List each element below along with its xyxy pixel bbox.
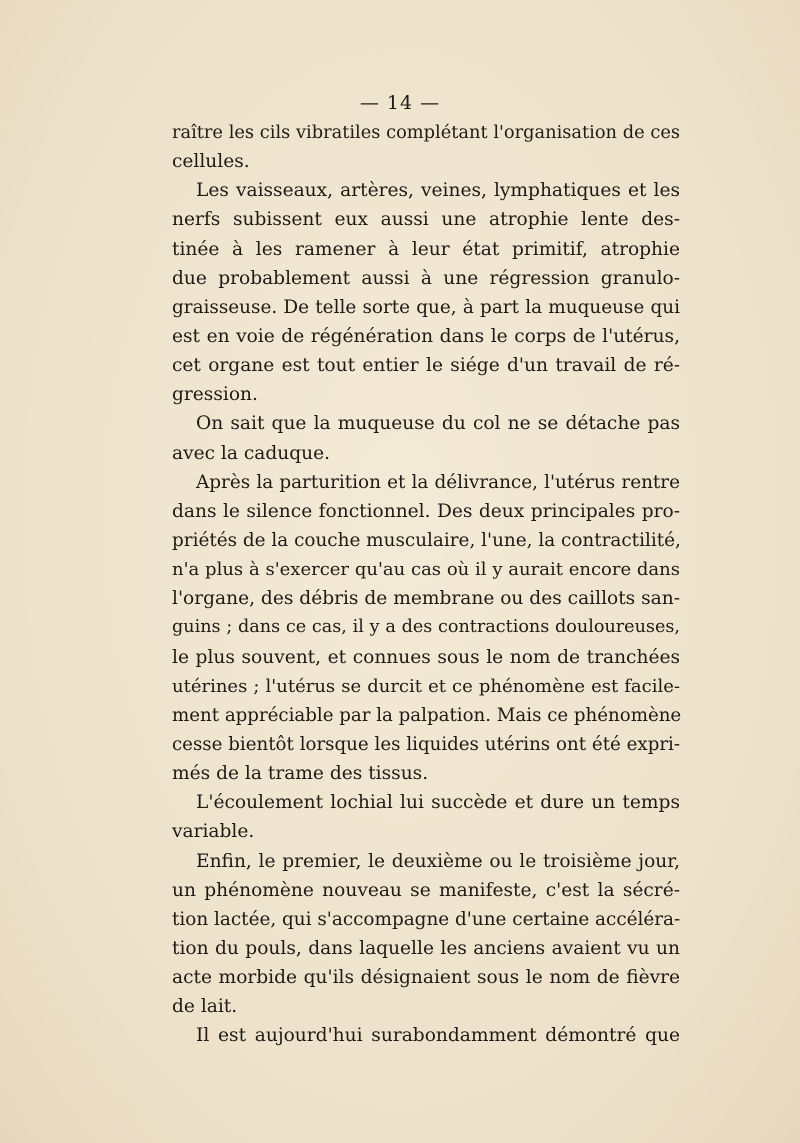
text-line: dans le silence fonctionnel. Des deux principales pro- [172, 500, 680, 522]
text-line: Enfin, le premier, le deuxième ou le troisième jour, [196, 850, 680, 872]
text-line: graisseuse. De telle sorte que, à part la muqueuse qui [172, 296, 680, 318]
text-line: nerfs subissent eux aussi une atrophie lente des- [172, 209, 680, 231]
text-line: un phénomène nouveau se manifeste, c'est la sécré- [172, 879, 680, 901]
text-line: cet organe est tout entier le siége d'un travail de ré- [172, 355, 680, 377]
text-line: avec la caduque. [172, 442, 331, 464]
text-line: de lait. [172, 996, 238, 1018]
text-line: tion du pouls, dans laquelle les anciens avaient vu un [172, 937, 680, 959]
text-line: Il est aujourd'hui surabondamment démontré que [196, 1025, 680, 1047]
text-line: raître les cils vibratiles complétant l'organisation de ces [172, 122, 680, 143]
text-line: est en voie de régénération dans le corps de l'utérus, [172, 325, 680, 347]
text-line: més de la trame des tissus. [172, 763, 429, 785]
text-line: due probablement aussi à une régression granulo- [172, 267, 680, 289]
text-line: priétés de la couche musculaire, l'une, la contractilité, [172, 529, 681, 551]
text-line: cellules. [172, 151, 250, 173]
text-line: variable. [172, 821, 255, 843]
text-line: n'a plus à s'exercer qu'au cas où il y aurait encore dans [172, 559, 680, 581]
text-line: guins ; dans ce cas, il y a des contractions douloureuses, [172, 617, 680, 638]
text-line: tinée à les ramener à leur état primitif, atrophie [172, 238, 680, 260]
text-line: l'organe, des débris de membrane ou des caillots san- [172, 588, 681, 610]
text-line: utérines ; l'utérus se durcit et ce phénomène est facile- [172, 675, 680, 697]
body-text [172, 118, 680, 1051]
text-line: gression. [172, 384, 258, 406]
text-line: ment appréciable par la palpation. Mais ce phénomène [172, 704, 682, 726]
page-number: — 14 — [359, 92, 441, 114]
text-line: L'écoulement lochial lui succède et dure un temps [196, 792, 680, 814]
text-line: Après la parturition et la délivrance, l'utérus rentre [196, 471, 680, 493]
text-line: le plus souvent, et connues sous le nom de tranchées [172, 646, 680, 668]
text-line: cesse bientôt lorsque les liquides utérins ont été expri- [172, 733, 680, 755]
text-line: acte morbide qu'ils désignaient sous le nom de fièvre [172, 967, 680, 989]
text-line: On sait que la muqueuse du col ne se détache pas [196, 413, 680, 435]
text-line: Les vaisseaux, artères, veines, lymphatiques et les [196, 180, 680, 202]
text-line: tion lactée, qui s'accompagne d'une certaine accéléra- [172, 908, 681, 930]
